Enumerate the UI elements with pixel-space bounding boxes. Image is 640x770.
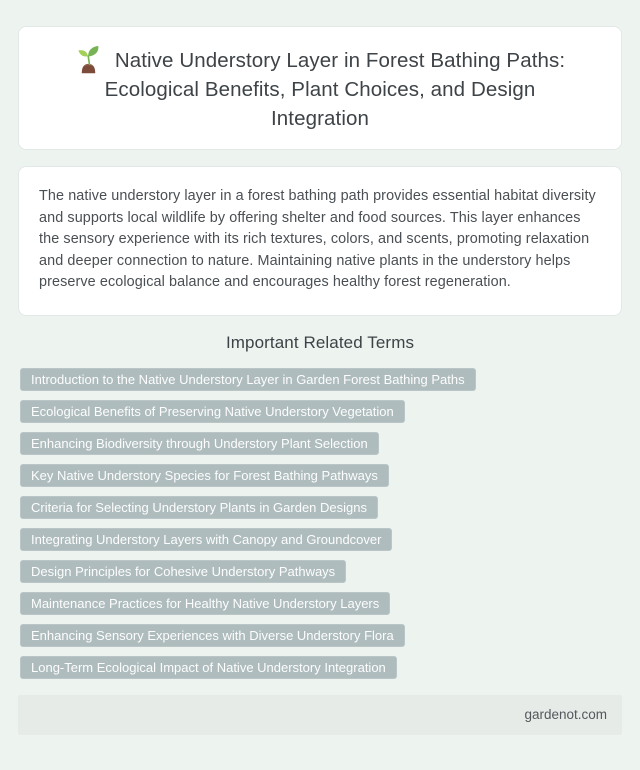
page-title bbox=[68, 44, 573, 133]
related-terms-list bbox=[20, 368, 620, 679]
related-term-tag[interactable]: Maintenance Practices for Healthy Native Understory Layers bbox=[20, 592, 390, 615]
page-title-text: Native Understory Layer in Forest Bathing Paths: Ecological Benefits, Plant Choices, and Design Integration bbox=[104, 49, 566, 130]
title-card bbox=[18, 26, 622, 150]
related-term-tag[interactable]: Criteria for Selecting Understory Plants in Garden Designs bbox=[20, 496, 378, 519]
page bbox=[0, 26, 640, 735]
related-terms-heading: Important Related Terms bbox=[225, 332, 415, 352]
related-term-tag[interactable]: Key Native Understory Species for Forest Bathing Pathways bbox=[20, 464, 389, 487]
summary-card bbox=[18, 166, 622, 316]
summary-text: The native understory layer in a forest bathing path provides essential habitat diversity and supports local wildlife by offering shelter and food sources. This layer enhances the sensory experience with its rich textures, colors, and scents, promoting relaxation and deeper connection to nature. Maintaining native plants in the understory helps preserve ecological balance and encourages healthy forest regeneration. bbox=[39, 188, 596, 291]
related-term-tag[interactable]: Integrating Understory Layers with Canopy and Groundcover bbox=[20, 528, 392, 551]
related-term-tag[interactable]: Introduction to the Native Understory Layer in Garden Forest Bathing Paths bbox=[20, 368, 476, 391]
related-term-tag[interactable]: Enhancing Biodiversity through Understory Plant Selection bbox=[20, 432, 379, 455]
related-term-tag[interactable]: Design Principles for Cohesive Understory Pathways bbox=[20, 560, 346, 583]
seedling-icon bbox=[75, 44, 102, 74]
related-term-tag[interactable]: Long-Term Ecological Impact of Native Understory Integration bbox=[20, 656, 397, 679]
related-term-tag[interactable]: Ecological Benefits of Preserving Native Understory Vegetation bbox=[20, 400, 405, 423]
related-term-tag[interactable]: Enhancing Sensory Experiences with Diverse Understory Flora bbox=[20, 624, 405, 647]
footer-site-name: gardenot.com bbox=[524, 707, 607, 723]
footer-bar bbox=[18, 695, 622, 735]
